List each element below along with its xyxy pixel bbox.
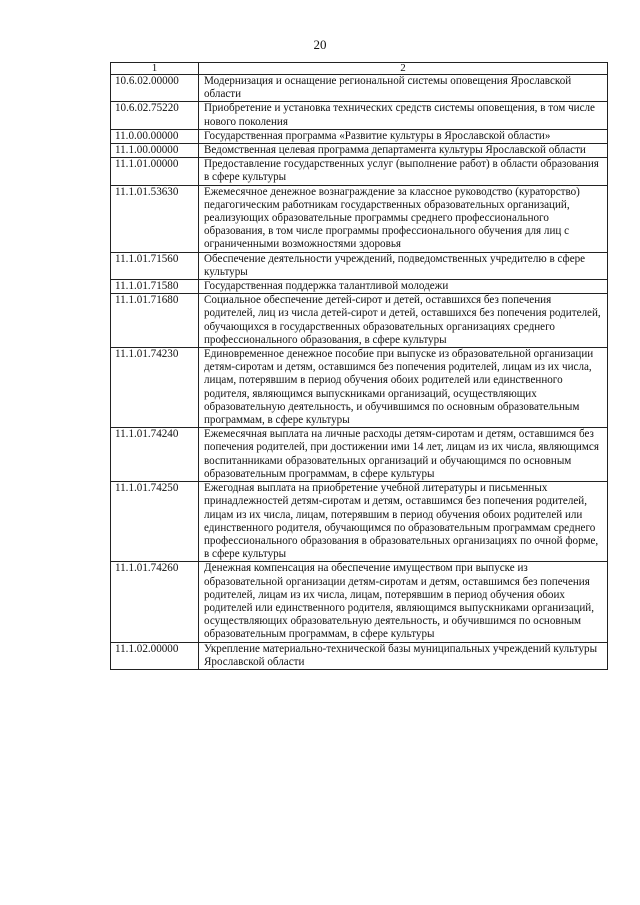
column-header-description: 2 [199,63,608,75]
row-code: 11.1.01.00000 [111,158,199,185]
row-description: Единовременное денежное пособие при выпуске из образовательной организации детям-сиротам и детям, оставшимся без попечения родителей, лицам из их числа, лицам, потерявшим в период обучения обоих родителей или единственного родителя, являющимся выпускниками организаций, осуществляющих образовательную деятельность, и обучившимся по основным образовательным программам, в сфере культуры [199,348,608,428]
header-row [111,63,608,75]
row-description: Социальное обеспечение детей-сирот и детей, оставшихся без попечения родителей, лиц из числа детей-сирот и детей, оставшихся без попечения родителей, обучающихся в государственных образовательных организациях среднего профессионального образования, в сфере культуры [199,294,608,348]
row-code: 11.1.01.74240 [111,428,199,482]
row-description: Государственная поддержка талантливой молодежи [199,280,608,294]
row-code: 11.1.01.71580 [111,280,199,294]
table-row [111,158,608,185]
page-number: 20 [313,37,327,52]
table-row [111,642,608,669]
budget-codes-table [110,62,608,670]
row-description: Приобретение и установка технических средств системы оповещения, в том числе нового поколения [199,102,608,129]
table-row [111,185,608,252]
table-header [111,63,608,75]
row-description: Обеспечение деятельности учреждений, подведомственных учредителю в сфере культуры [199,252,608,279]
row-description: Денежная компенсация на обеспечение имуществом при выпуске из образовательной организации детям-сиротам и детям, оставшимся без попечения родителей, лицам из их числа, лицам, потерявшим в период обучения обоих родителей или единственного родителя, являющимся выпускниками организаций, осуществляющих образовательную деятельность, и обучившимся по основным образовательным программам, в сфере культуры [199,562,608,642]
table-row [111,129,608,143]
row-description: Государственная программа «Развитие культуры в Ярославской области» [199,129,608,143]
row-description: Предоставление государственных услуг (выполнение работ) в области образования в сфере культуры [199,158,608,185]
row-code: 11.1.01.53630 [111,185,199,252]
row-description: Ежемесячная выплата на личные расходы детям-сиротам и детям, оставшимся без попечения родителей, при достижении ими 14 лет, лицам из их числа, являющимся воспитанниками образовательных организаций и обучающимся по основным образовательным программам, в сфере культуры [199,428,608,482]
table-row [111,428,608,482]
table-row [111,102,608,129]
table-row [111,144,608,158]
row-description: Ведомственная целевая программа департамента культуры Ярославской области [199,144,608,158]
row-code: 11.0.00.00000 [111,129,199,143]
row-code: 11.1.01.71680 [111,294,199,348]
row-code: 11.1.01.74250 [111,482,199,562]
table-row [111,75,608,102]
table-row [111,252,608,279]
row-description: Ежегодная выплата на приобретение учебной литературы и письменных принадлежностей детям-сиротам и детям, оставшимся без попечения родителей, лицам из их числа, лицам, потерявшим в период обучения обоих родителей или единственного родителя, обучающимся по образовательным программам среднего профессионального образования в образовательных организациях по очной форме, в сфере культуры [199,482,608,562]
row-code: 11.1.01.71560 [111,252,199,279]
row-code: 11.1.01.74260 [111,562,199,642]
row-description: Укрепление материально-технической базы муниципальных учреждений культуры Ярославской области [199,642,608,669]
table-row [111,348,608,428]
table-row [111,562,608,642]
table-body [111,75,608,670]
column-header-code: 1 [111,63,199,75]
row-code: 10.6.02.00000 [111,75,199,102]
row-description: Ежемесячное денежное вознаграждение за классное руководство (кураторство) педагогическим работникам государственных образовательных организаций, реализующих образовательные программы среднего профессионального образования, в том числе программы профессионального обучения для лиц с ограниченными возможностями здоровья [199,185,608,252]
row-description: Модернизация и оснащение региональной системы оповещения Ярославской области [199,75,608,102]
table-row [111,294,608,348]
table-row [111,280,608,294]
row-code: 10.6.02.75220 [111,102,199,129]
row-code: 11.1.01.74230 [111,348,199,428]
table-row [111,482,608,562]
row-code: 11.1.02.00000 [111,642,199,669]
row-code: 11.1.00.00000 [111,144,199,158]
